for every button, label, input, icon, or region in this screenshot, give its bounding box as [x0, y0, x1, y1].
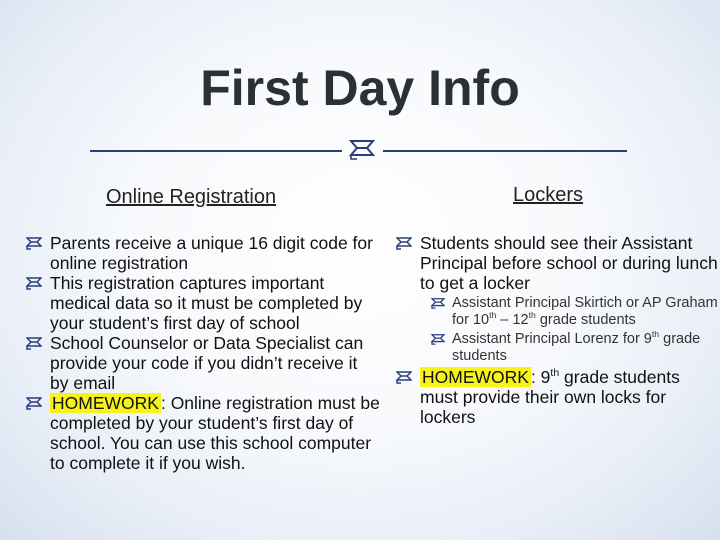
bullet-text: Parents receive a unique 16 digit code for online registration: [50, 233, 373, 273]
homework-text: grade students must provide their own locks for lockers: [420, 367, 680, 427]
lockers-list: [396, 233, 720, 427]
scroll-bullet-icon: [26, 236, 42, 250]
scroll-bullet-icon: [26, 396, 42, 410]
superscript: th: [651, 329, 660, 340]
bullet-text: This registration captures important medical data so it must be completed by your student’s first day of school: [50, 273, 363, 333]
homework-highlight: HOMEWORK: [422, 367, 529, 387]
sub-text: grade students: [535, 312, 636, 328]
online-registration-heading: Online Registration: [106, 186, 277, 208]
title-divider-right: [383, 150, 627, 152]
registration-list: [26, 233, 380, 473]
bullet-text: Students should see their Assistant Principal before school or during lunch to get a locker: [420, 233, 718, 293]
sub-text: – 12: [496, 312, 529, 328]
sub-list-item: [420, 295, 720, 329]
superscript: th: [550, 367, 560, 380]
scroll-bullet-icon: [431, 333, 445, 345]
homework-highlight: HOMEWORK: [52, 393, 159, 413]
sub-list: [420, 295, 720, 365]
scroll-bullet-icon: [26, 336, 42, 350]
list-item: [396, 233, 720, 365]
scroll-icon: [347, 137, 377, 163]
superscript: th: [528, 310, 536, 321]
list-item: [26, 333, 380, 393]
superscript: th: [489, 310, 497, 321]
scroll-bullet-icon: [431, 297, 445, 309]
bullet-text: School Counselor or Data Specialist can provide your code if you didn’t receive it by email: [50, 333, 364, 393]
homework-item: [396, 367, 720, 427]
title-divider-left: [90, 150, 342, 152]
scroll-bullet-icon: [26, 276, 42, 290]
sub-list-item: [420, 331, 720, 365]
list-item: [26, 233, 380, 273]
list-item: [26, 273, 380, 333]
homework-text: : 9: [530, 367, 551, 387]
homework-item: [26, 393, 380, 473]
sub-text: Assistant Principal Lorenz for 9: [452, 331, 652, 347]
homework-separator: :: [160, 393, 166, 413]
sub-text: grade students: [452, 331, 701, 364]
scroll-bullet-icon: [396, 370, 412, 384]
lockers-heading: Lockers: [513, 184, 584, 206]
page-title: First Day Info: [200, 60, 520, 116]
homework-text: Online registration must be completed by your student’s first day of school. You can use this school computer to complete it if you wish.: [50, 393, 380, 473]
scroll-bullet-icon: [396, 236, 412, 250]
sub-text: Assistant Principal Skirtich or AP Graham for 10: [452, 295, 718, 328]
